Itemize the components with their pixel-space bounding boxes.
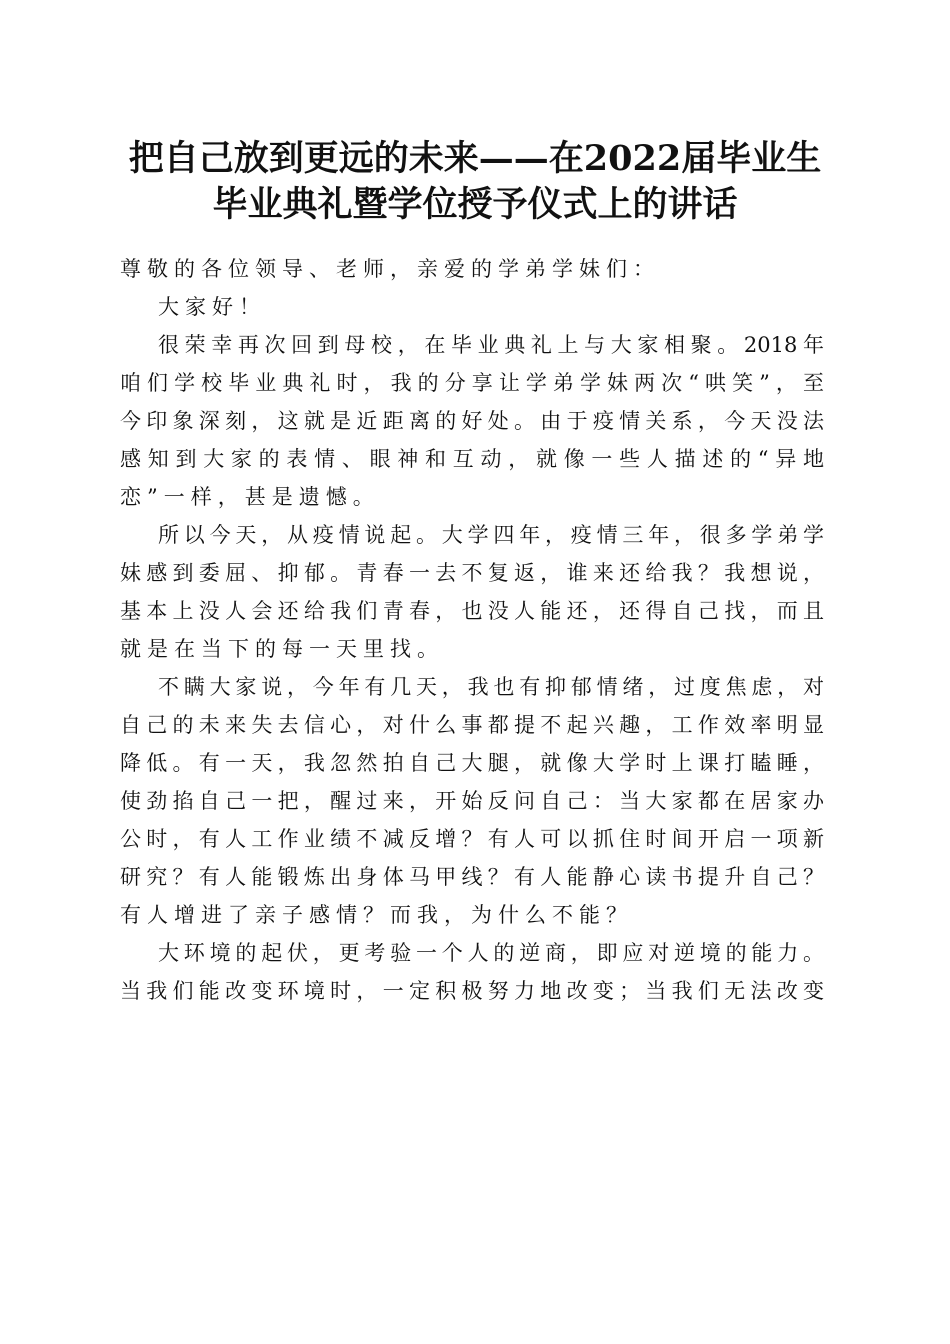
paragraph-line: 咱们学校毕业典礼时，我的分享让学弟学妹两次“哄笑”，至: [120, 371, 824, 395]
paragraph: [120, 288, 824, 326]
paragraph: [120, 934, 824, 1010]
paragraph-line: 所以今天，从疫情说起。大学四年，疫情三年，很多学弟学: [158, 523, 824, 547]
paragraph-line: 基本上没人会还给我们青春，也没人能还，还得自己找，而且: [120, 599, 824, 623]
paragraph-line: 就是在当下的每一天里找。: [120, 637, 444, 661]
paragraph: [120, 326, 824, 516]
paragraph-line: 感知到大家的表情、眼神和互动，就像一些人描述的“异地: [120, 447, 824, 471]
title-line-2: 毕业典礼暨学位授予仪式上的讲话: [212, 184, 738, 225]
paragraph-line: 妹感到委屈、抑郁。青春一去不复返，谁来还给我？我想说，: [120, 561, 824, 585]
paragraph-line: 使劲掐自己一把，醒过来，开始反问自己：当大家都在居家办: [120, 789, 824, 813]
paragraph-line: 有人增进了亲子感情？而我，为什么不能？: [120, 903, 633, 927]
paragraph: [120, 516, 824, 668]
paragraph-line: 自己的未来失去信心，对什么事都提不起兴趣，工作效率明显: [120, 713, 824, 737]
document-body: [120, 250, 824, 1010]
paragraph-line: 恋”一样，甚是遗憾。: [120, 485, 380, 509]
paragraph-line: 大家好！: [158, 295, 266, 319]
paragraph-line: 今印象深刻，这就是近距离的好处。由于疫情关系，今天没法: [120, 409, 824, 433]
paragraph-line: 很荣幸再次回到母校，在毕业典礼上与大家相聚。2018年: [158, 333, 824, 357]
paragraph-line: 不瞒大家说，今年有几天，我也有抑郁情绪，过度焦虑，对: [158, 675, 824, 699]
paragraph-line: 公时，有人工作业绩不减反增？有人可以抓住时间开启一项新: [120, 827, 824, 851]
salutation: 尊敬的各位领导、老师，亲爱的学弟学妹们：: [120, 257, 660, 281]
document-title: [0, 136, 950, 228]
paragraph-line: 降低。有一天，我忽然拍自己大腿，就像大学时上课打瞌睡，: [120, 751, 824, 775]
paragraph-line: 当我们能改变环境时，一定积极努力地改变；当我们无法改变: [120, 979, 824, 1003]
paragraph: [120, 668, 824, 934]
paragraph-line: 研究？有人能锻炼出身体马甲线？有人能静心读书提升自己？: [120, 865, 824, 889]
paragraph-line: 大环境的起伏，更考验一个人的逆商，即应对逆境的能力。: [158, 941, 824, 965]
title-line-1: 把自己放到更远的未来——在2022届毕业生: [128, 138, 822, 179]
